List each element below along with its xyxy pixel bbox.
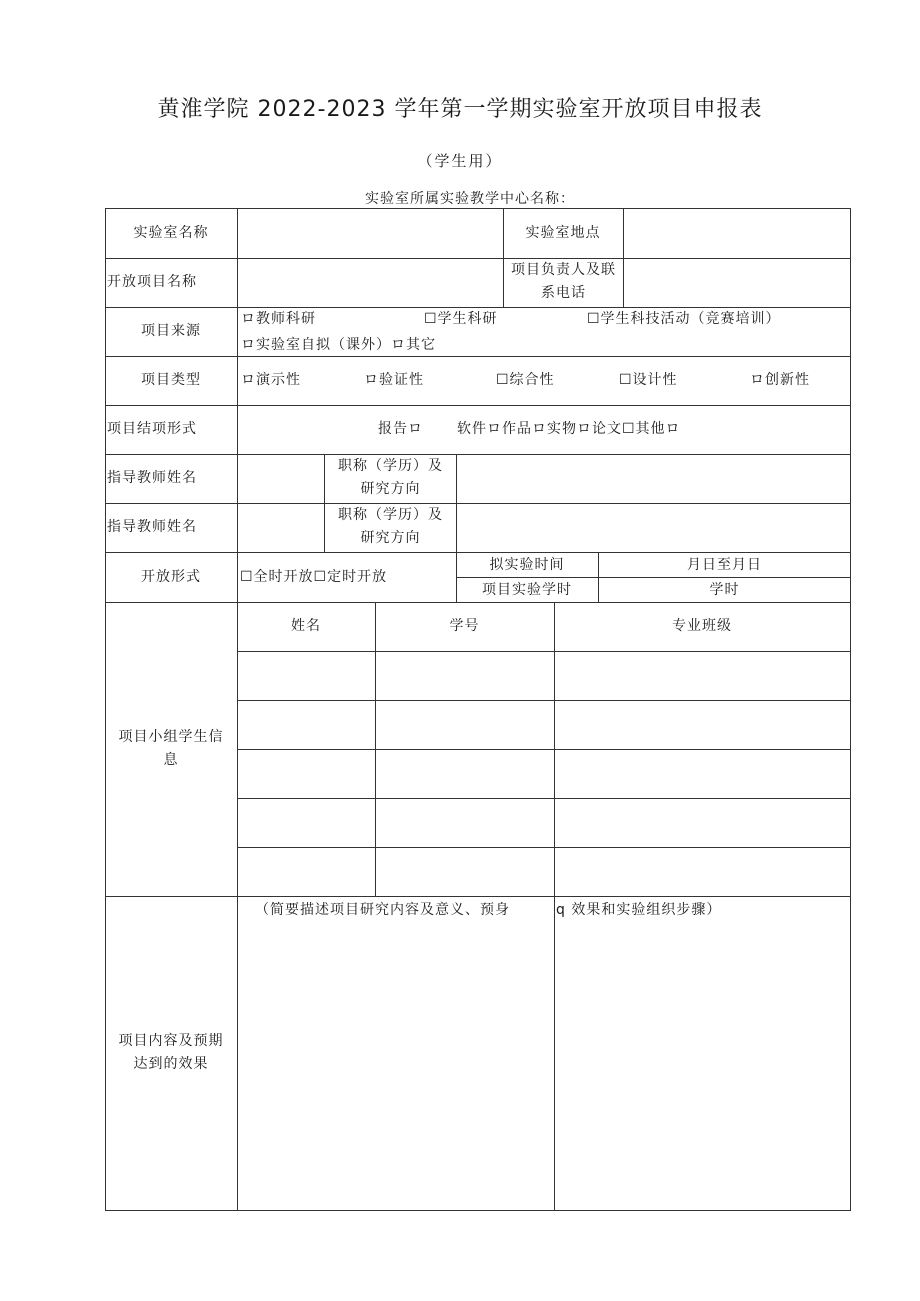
type-option-verify[interactable]: ロ验证性 <box>364 372 424 388</box>
student-row-2-class[interactable] <box>555 701 850 749</box>
source-option-lab-self[interactable]: ロ实验室自拟（课外）ロ其它 <box>241 337 436 353</box>
student-col-name: 姓名 <box>291 618 321 634</box>
student-row-5-id[interactable] <box>376 848 554 896</box>
leader-contact-label-line2: 系电话 <box>541 285 586 301</box>
student-row-1-class[interactable] <box>555 652 850 700</box>
form-subtitle: （学生用） <box>417 152 503 170</box>
project-name-field[interactable] <box>238 259 503 307</box>
exp-hours-label: 项目实验学时 <box>482 581 572 598</box>
student-row-4-name[interactable] <box>238 799 375 847</box>
advisor2-title-label <box>325 504 456 552</box>
student-row-3-id[interactable] <box>376 750 554 798</box>
type-option-design[interactable]: ☐设计性 <box>619 372 678 388</box>
student-row-2-id[interactable] <box>376 701 554 749</box>
title-dir-line2: 研究方向 <box>360 481 421 497</box>
content-label <box>105 1030 237 1080</box>
completion-option-report[interactable]: 报告ロ <box>378 421 423 437</box>
content-hint-right: q 效果和实验组织步骤） <box>556 902 722 918</box>
student-row-4-id[interactable] <box>376 799 554 847</box>
planned-time-label: 拟实验时间 <box>489 556 565 573</box>
content-field[interactable] <box>238 925 850 1210</box>
group-info-line2: 息 <box>163 752 179 768</box>
source-option-teacher-research[interactable]: ロ教师科研 <box>241 311 316 327</box>
advisor2-label: 指导教师姓名 <box>107 519 197 535</box>
leader-contact-label <box>503 259 624 307</box>
group-info-line1: 项目小组学生信 <box>118 729 224 745</box>
type-option-demo[interactable]: ロ演示性 <box>241 372 301 388</box>
advisor1-title-field[interactable] <box>457 455 850 503</box>
advisor1-label: 指导教师姓名 <box>107 470 197 486</box>
student-row-4-class[interactable] <box>555 799 850 847</box>
advisor2-name-field[interactable] <box>238 504 324 552</box>
open-form-label: 开放形式 <box>141 568 201 585</box>
type-option-innovative[interactable]: ロ创新性 <box>750 372 810 388</box>
advisor1-name-field[interactable] <box>238 455 324 503</box>
leader-contact-field[interactable] <box>624 259 850 307</box>
student-row-1-id[interactable] <box>376 652 554 700</box>
leader-contact-label-line1: 项目负责人及联 <box>511 262 616 278</box>
student-row-3-class[interactable] <box>555 750 850 798</box>
lab-location-label: 实验室地点 <box>525 224 601 241</box>
completion-option-others[interactable]: 软件ロ作品ロ实物ロ论文☐其他ロ <box>457 421 681 437</box>
open-form-options[interactable]: ☐全时开放☐定时开放 <box>240 569 388 585</box>
title-dir-line1: 职称（学历）及 <box>338 458 443 474</box>
title-dir-line1: 职称（学历）及 <box>338 507 443 523</box>
completion-label: 项目结项形式 <box>107 421 197 437</box>
lab-name-field[interactable] <box>238 209 503 258</box>
group-info-label <box>105 726 237 776</box>
student-row-1-name[interactable] <box>238 652 375 700</box>
planned-time-value[interactable]: 月日至月日 <box>687 556 762 573</box>
source-option-student-research[interactable]: ☐学生科研 <box>424 311 498 327</box>
student-row-5-name[interactable] <box>238 848 375 896</box>
student-col-class: 专业班级 <box>672 618 732 634</box>
type-label: 项目类型 <box>141 372 201 388</box>
student-row-5-class[interactable] <box>555 848 850 896</box>
content-label-line1: 项目内容及预期 <box>118 1033 224 1049</box>
lab-location-field[interactable] <box>624 209 850 258</box>
source-label: 项目来源 <box>141 323 201 339</box>
form-title: 黄淮学院 2022-2023 学年第一学期实验室开放项目申报表 <box>157 97 763 122</box>
project-name-label: 开放项目名称 <box>107 274 197 290</box>
center-name-label: 实验室所属实验教学中心名称： <box>365 191 575 207</box>
title-dir-line2: 研究方向 <box>360 530 421 546</box>
source-option-student-activity[interactable]: ☐学生科技活动（竞赛培训） <box>587 311 781 327</box>
content-hint-left: （简要描述项目研究内容及意义、预身 <box>255 902 510 918</box>
type-option-comprehensive[interactable]: ☐综合性 <box>496 372 555 388</box>
student-col-id: 学号 <box>449 618 480 634</box>
lab-name-label: 实验室名称 <box>133 224 209 241</box>
advisor1-title-label <box>325 455 456 503</box>
student-row-2-name[interactable] <box>238 701 375 749</box>
student-row-3-name[interactable] <box>238 750 375 798</box>
advisor2-title-field[interactable] <box>457 504 850 552</box>
content-label-line2: 达到的效果 <box>133 1056 209 1072</box>
exp-hours-value[interactable]: 学时 <box>709 581 740 598</box>
